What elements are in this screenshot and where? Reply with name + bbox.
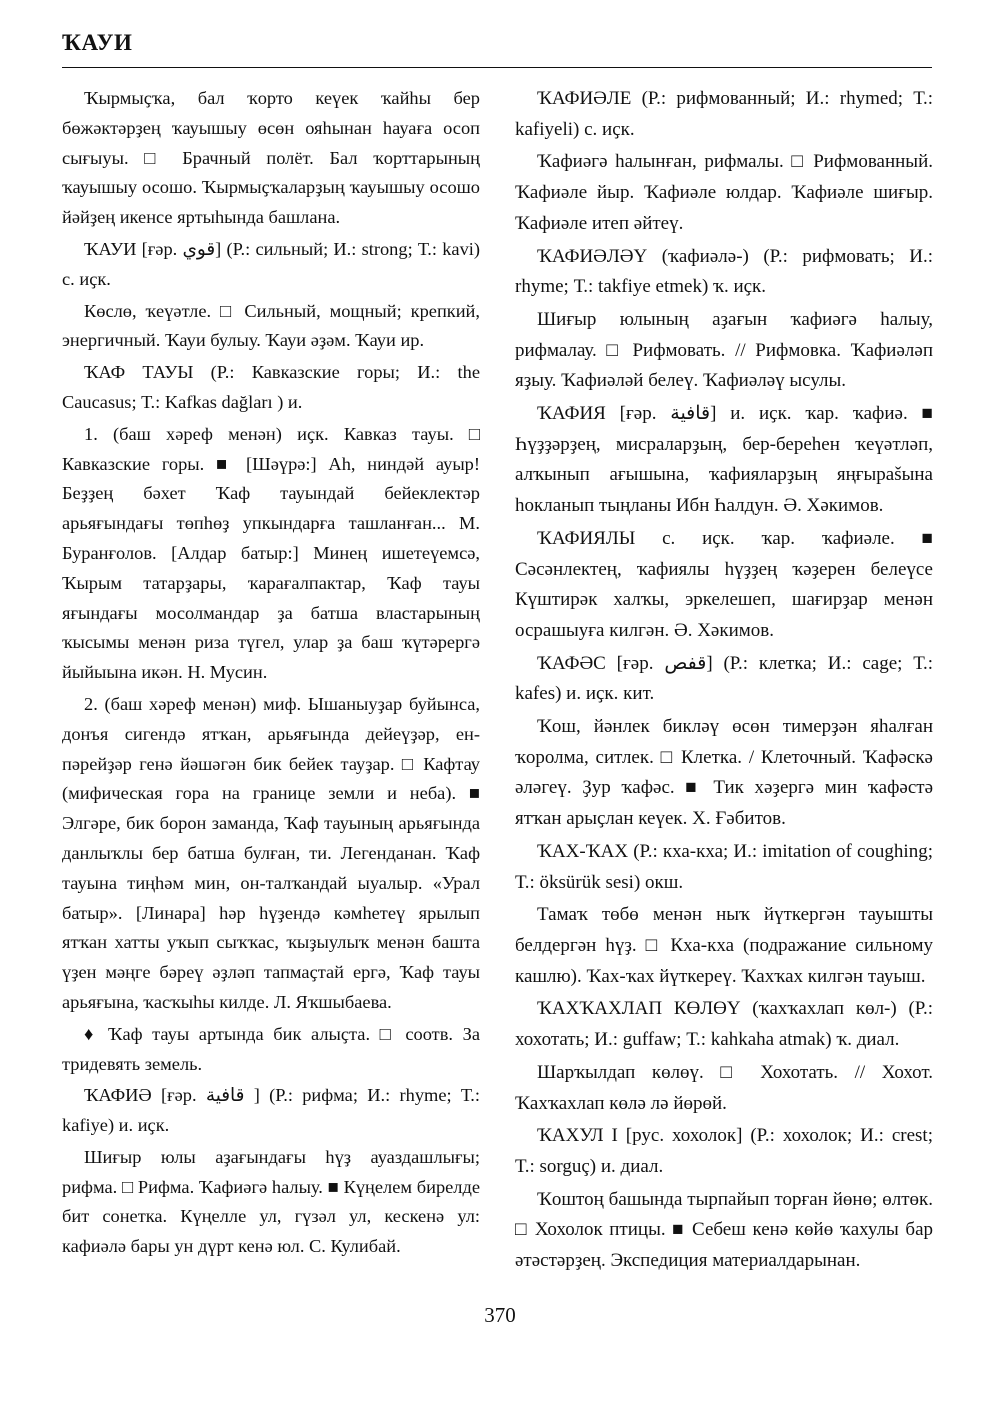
entry-headword-paragraph: ҠАФИӘЛӘҮ (ҡафиәлә-) (Р.: рифмовать; И.: rhyme; Т.: takfiye etmek) ҡ. иҫк.	[515, 245, 933, 298]
entry-headword-paragraph: ҠАФИЯ [ғәр. قافية] и. иҫк. ҡар. ҡафиә. ■ Һүҙҙәрҙең, мисраларҙың, бер-береһен ҡеүәтләп, алҡынып ағышына, ҡафияларҙың яңғыраšына һокланып тыңланы Ибн Һалдун. Ә. Хәкимов.	[515, 403, 933, 517]
entry-paragraph: Ҡош, йәнлек бикләү өсөн тимерҙән яһалған ҡоролма, ситлек. □ Клетка. / Клеточный. Ҡафәскә әләгеү. Ҙур ҡафәс. ■ Тик хәҙергә мин ҡафәстә ятҡан арыҫлан кеүек. Х. Ғәбитов.	[515, 716, 933, 830]
entry-headword-paragraph: ҠАХУЛ I [рус. хохолок] (Р.: хохолок; И.: crest; Т.: sorguç) и. диал.	[515, 1125, 933, 1177]
entry-paragraph: Ҡоштоң башында тырпайып торған йөнө; өлтөк. □ Хохолок птицы. ■ Себеш кенә көйө ҡахулы бар әтәстәрҙең. Экспедиция материалдарынан.	[515, 1188, 933, 1272]
entry-headword-paragraph: ҠАФИӘЛЕ (Р.: рифмованный; И.: rhymed; Т.: kafiyeli) с. иҫк.	[515, 88, 933, 140]
entry-paragraph: Шарҡылдап көлөү. □ Хохотать. // Хохот. Ҡахҡахлап көлә лә йөрөй.	[515, 1061, 933, 1114]
entry-paragraph: Шиғыр юлының аҙағын ҡафиәгә һалыу, рифмалау. □ Рифмовать. // Рифмовка. Ҡафиәләп яҙыу. Ҡафиәләй белеү. Ҡафиәләү ысулы.	[515, 308, 933, 392]
idiom-paragraph: ♦ Ҡаф тауы артында бик алыҫта. □ соотв. За тридевять земель.	[62, 1023, 480, 1074]
right-column	[515, 84, 933, 1279]
left-column	[62, 84, 480, 1264]
entry-headword-paragraph: ҠАХ-ҠАХ (Р.: кха-кха; И.: imitation of coughing; Т.: öksürük sesi) окш.	[515, 840, 933, 893]
entry-headword-paragraph: ҠАФ ТАУЫ (Р.: Кавказские горы; И.: the Caucasus; Т.: Kafkas dağları ) и.	[62, 362, 480, 412]
entry-headword-paragraph: ҠАФИӘ [ғәр. قافية ] (Р.: рифма; И.: rhyme; Т.: kafiye) и. иҫк.	[62, 1085, 480, 1136]
entry-paragraph: Шиғыр юлы аҙағындағы һүҙ ауаздашлығы; рифма. □ Рифма. Ҡафиәгә һалыу. ■ Күңелем бирелде бит сонетка. Күңелле ул, гүзәл ул, кескенә ул: кафиәлә бары ун дүрт кенә юл. С. Кулибай.	[62, 1146, 480, 1257]
entry-headword-paragraph: ҠАУИ [ғәр. قوي] (Р.: сильный; И.: strong; Т.: kavi) с. иҫк.	[62, 238, 480, 289]
entry-paragraph: Көслө, ҡеүәтле. □ Сильный, мощный; крепкий, энергичный. Ҡауи булыу. Ҡауи әҙәм. Ҡауи ир.	[62, 300, 480, 351]
entry-headword-paragraph: ҠАХҠАХЛАП КӨЛӨҮ (ҡахҡахлап көл-) (Р.: хохотать; И.: guffaw; Т.: kahkaha atmak) ҡ. диал.	[515, 998, 933, 1051]
entry-paragraph: Ҡафиәгә һалынған, рифмалы. □ Рифмованный. Ҡафиәле йыр. Ҡафиәле юлдар. Ҡафиәле шиғыр. Ҡафиәле итеп әйтеү.	[515, 151, 933, 234]
entry-paragraph: Ҡырмыҫҡа, бал ҡорто кеүек ҡайһы бер бөжәктәрҙең ҡауышыу өсөн ояһынан һауаға осоп сығыуы. □ Брачный полёт. Бал ҡорттарының ҡауышыу осошо. Ҡырмыҫҡаларҙың ҡауышыу осошо йәйҙең икенсе яртыһында башлана.	[62, 88, 480, 228]
entry-paragraph: 1. (баш хәреф менән) иҫк. Кавказ тауы. □ Кавказские горы. ■ [Шәүрә:] Аһ, ниндәй ауыр! Беҙҙең бәхет Ҡаф тауындай бейеклектәр арьяғындағы төпһөҙ упкындарға ташланған... М. Буранғолов. [Алдар батыр:] Минең ишетеүемсә, Ҡырым татарҙары, ҡарағалпактар, Ҡаф тауы яғындағы мосолмандар ҙа батша властарының ҡысымы менән риза түгел, улар ҙа баш ҡүтәрергә йыйыына икән. Н. Мусин.	[62, 423, 480, 683]
entry-paragraph: 2. (баш хәреф менән) миф. Ышаныуҙар буйынса, донъя сигендә ятҡан, арьяғында дейеүҙәр, ен-пәрейҙәр генә йәшәгән бик бейек тауҙар. □ Кафтау (мифическая гора на границе земли и неба). ■ Элгәре, бик борон заманда, Ҡаф тауының арьяғында данлыҡлы бер батша булған, ти. Легенданан. Ҡаф тауына тиңһәм мин, он-талҡандай ыуалыр. «Урал батыр». [Линара] һәр һүҙендә кәмһетеү ярылып ятҡан хатты уҡып сыҡҡас, ҡыҙыулыҡ менән башта үҙен мәңге бәреү әҙләп тапмаҫтай ергә, Ҡаф тауы арьяғына, ҡасҡыһы килде. Л. Яҡшыбаева.	[62, 693, 480, 1012]
entry-paragraph: Тамаҡ төбө менән ныҡ йүткергән тауышты белдергән һүҙ. □ Кха-кха (подражание сильному кашлю). Ҡах-ҡах йүткереү. Ҡахҡах килгән тауыш.	[515, 904, 933, 987]
page-number: 370	[484, 1303, 516, 1327]
running-head: ҠАУИ	[62, 30, 133, 55]
entry-headword-paragraph: ҠАФӘС [ғәр. قفص] (Р.: клетка; И.: cage; Т.: kafes) и. иҫк. кит.	[515, 652, 933, 705]
header-rule	[62, 67, 932, 68]
entry-headword-paragraph: ҠАФИЯЛЫ с. иҫк. ҡар. ҡафиәле. ■ Сәсәнлектең, ҡафиялы һүҙҙең ҡәҙерен белеүсе Күштирәк халҡы, эркелешеп, шағирҙар менән осрашыуға килгән. Ә. Хәкимов.	[515, 527, 933, 641]
